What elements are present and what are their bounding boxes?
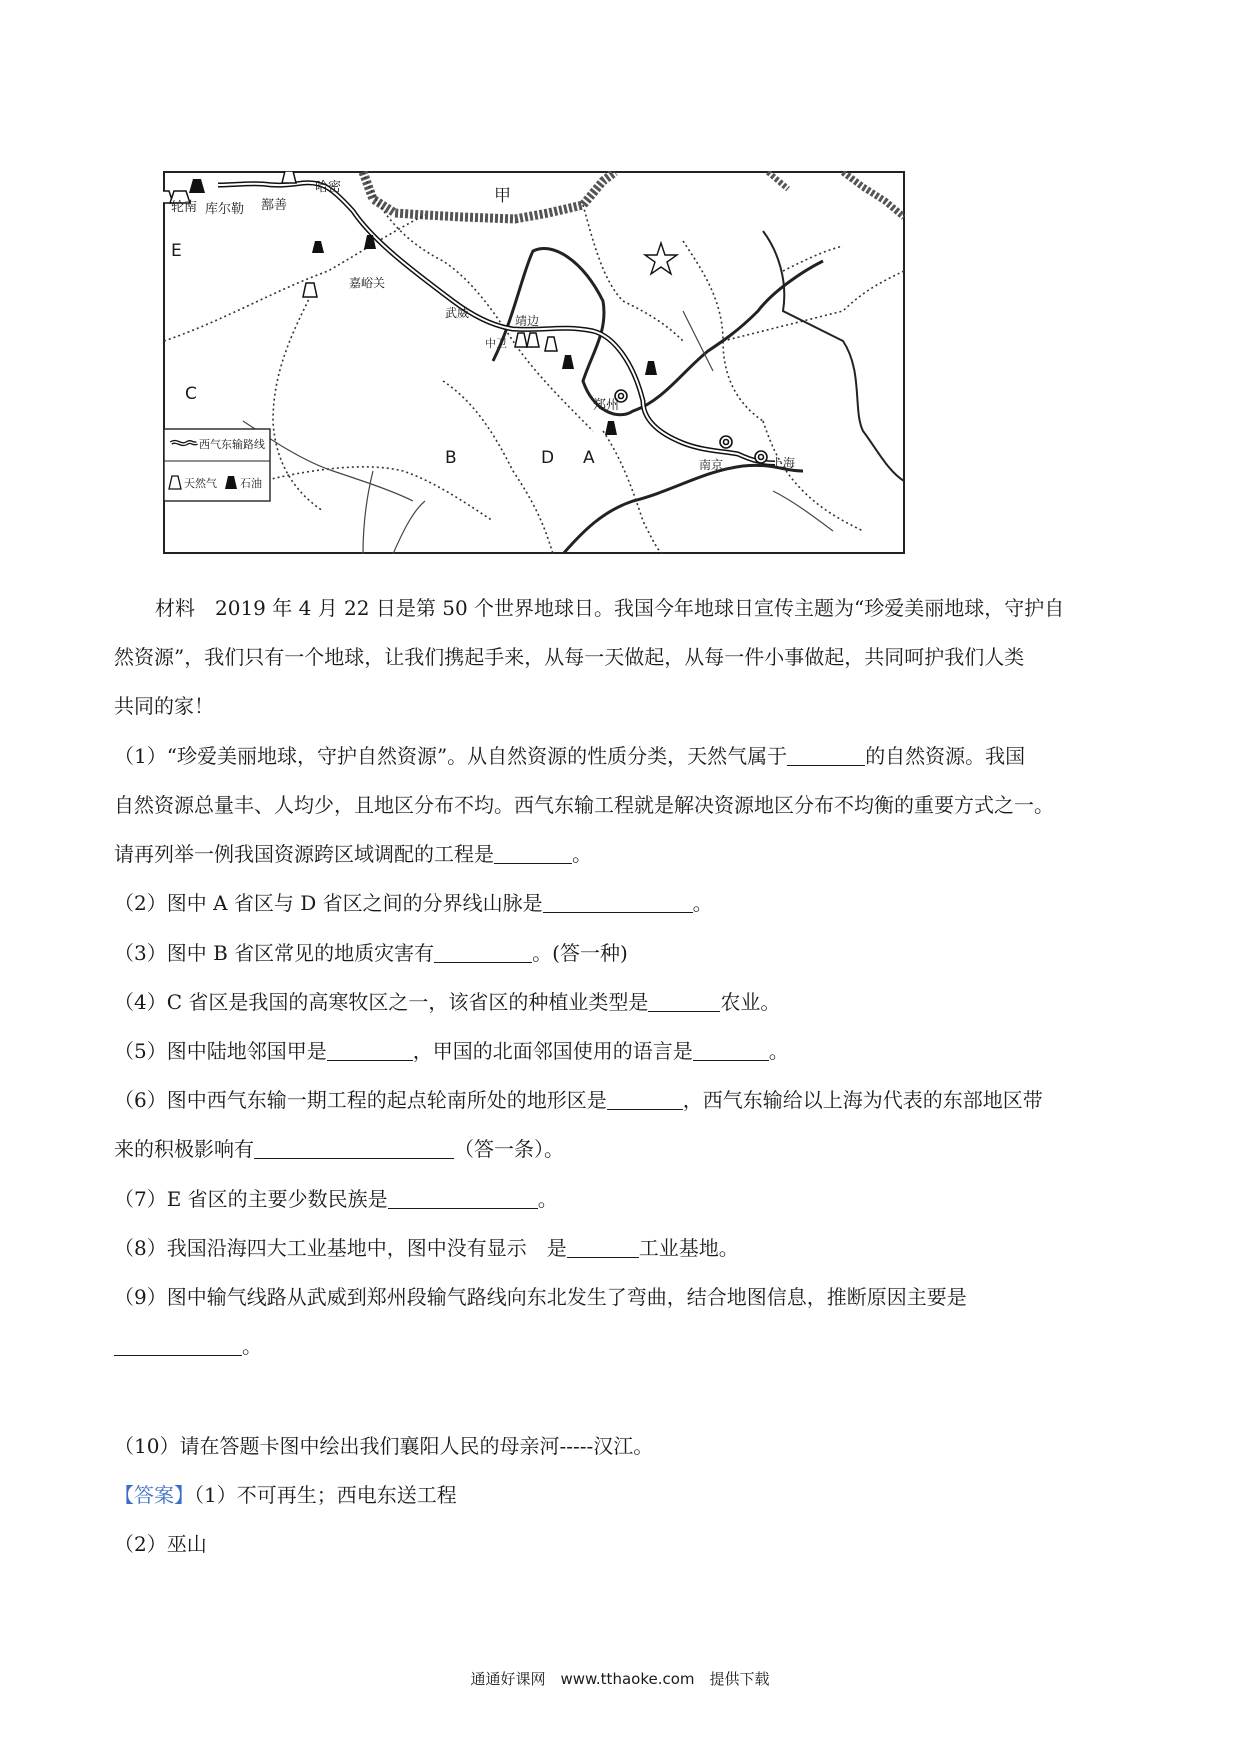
legend-gas: 天然气: [184, 477, 217, 490]
label-A: A: [583, 448, 595, 468]
label-nanjing: 南京: [699, 458, 724, 472]
answer-blank[interactable]: [114, 1337, 242, 1356]
label-zhengzhou: 郑州: [593, 398, 620, 413]
material-line-2: 然资源”，我们只有一个地球，让我们携起手来，从每一天做起，从每一件小事做起，共同呵护我们人类: [114, 645, 1025, 669]
label-shanshan: 鄯善: [261, 198, 288, 213]
label-jiayuguan: 嘉峪关: [349, 276, 386, 290]
answer-blank[interactable]: [434, 944, 532, 963]
answer-blank[interactable]: [787, 747, 865, 766]
answer-blank[interactable]: [543, 894, 693, 913]
answer-section: [114, 1483, 457, 1507]
label-lunnan: 轮南: [171, 200, 198, 215]
answer-tag: 【答案】: [114, 1483, 194, 1507]
question-1-line-3: 请再列举一例我国资源跨区域调配的工程是 。: [114, 842, 592, 866]
map-legend: [164, 429, 270, 501]
answer-blank[interactable]: [567, 1239, 639, 1258]
answer-2: （2）巫山: [114, 1532, 207, 1556]
page-footer: 通通好课网 www.tthaoke.com 提供下载: [470, 1670, 770, 1688]
label-B: B: [445, 448, 457, 468]
answer-blank[interactable]: [388, 1190, 538, 1209]
answer-1: （1）不可再生；西电东送工程: [194, 1483, 457, 1507]
question-2: （2）图中 A 省区与 D 省区之间的分界线山脉是 。: [114, 891, 713, 915]
label-wuwei: 武威: [445, 306, 470, 320]
answer-blank[interactable]: [607, 1091, 683, 1110]
label-shanghai: 上海: [771, 456, 796, 470]
question-8: （8）我国沿海四大工业基地中，图中没有显示 是 工业基地。: [114, 1236, 739, 1260]
label-zhongwei: 中卫: [485, 337, 507, 350]
question-9-line-2: 。: [114, 1334, 262, 1358]
question-6-line-2: 来的积极影响有 （答一条）。: [114, 1137, 564, 1161]
map-frame: [164, 172, 904, 553]
answer-blank[interactable]: [693, 1042, 769, 1061]
question-9-line-1: （9）图中输气线路从武威到郑州段输气路线向东北发生了弯曲，结合地图信息，推断原因主要是: [114, 1285, 967, 1309]
legend-oil: 石油: [240, 477, 262, 490]
question-4: （4）C 省区是我国的高寒牧区之一，该省区的种植业类型是 农业。: [114, 990, 781, 1014]
map-figure: [163, 171, 905, 554]
label-C: C: [185, 384, 197, 404]
label-D: D: [541, 448, 555, 468]
label-jingbian: 靖边: [515, 314, 540, 328]
question-1-line-2: 自然资源总量丰、人均少，且地区分布不均。西气东输工程就是解决资源地区分布不均衡的重要方式之一。: [114, 793, 1054, 817]
answer-blank[interactable]: [254, 1140, 454, 1159]
question-10: （10）请在答题卡图中绘出我们襄阳人民的母亲河-----汉江。: [114, 1434, 654, 1458]
label-jia: 甲: [494, 186, 511, 206]
label-hami: 哈密: [315, 180, 342, 195]
question-5: （5）图中陆地邻国甲是 ，甲国的北面邻国使用的语言是 。: [114, 1039, 789, 1063]
material-line-3: 共同的家！: [114, 694, 214, 718]
label-E: E: [171, 241, 182, 261]
answer-blank[interactable]: [494, 845, 572, 864]
answer-blank[interactable]: [648, 993, 720, 1012]
question-7: （7）E 省区的主要少数民族是 。: [114, 1187, 558, 1211]
legend-pipeline: 西气东输路线: [199, 438, 265, 451]
question-6-line-1: （6）图中西气东输一期工程的起点轮南所处的地形区是 ，西气东输给以上海为代表的东部地区带: [114, 1088, 1043, 1112]
label-kuerle: 库尔勒: [205, 202, 245, 217]
question-3: （3）图中 B 省区常见的地质灾害有 。(答一种): [114, 941, 628, 965]
question-1-line-1: （1）“珍爱美丽地球，守护自然资源”。从自然资源的性质分类，天然气属于 的自然资源。我国: [114, 744, 1026, 768]
material-line-1: 材料 2019 年 4 月 22 日是第 50 个世界地球日。我国今年地球日宣传主题为“珍爱美丽地球，守护自: [155, 596, 1065, 620]
answer-blank[interactable]: [327, 1042, 413, 1061]
